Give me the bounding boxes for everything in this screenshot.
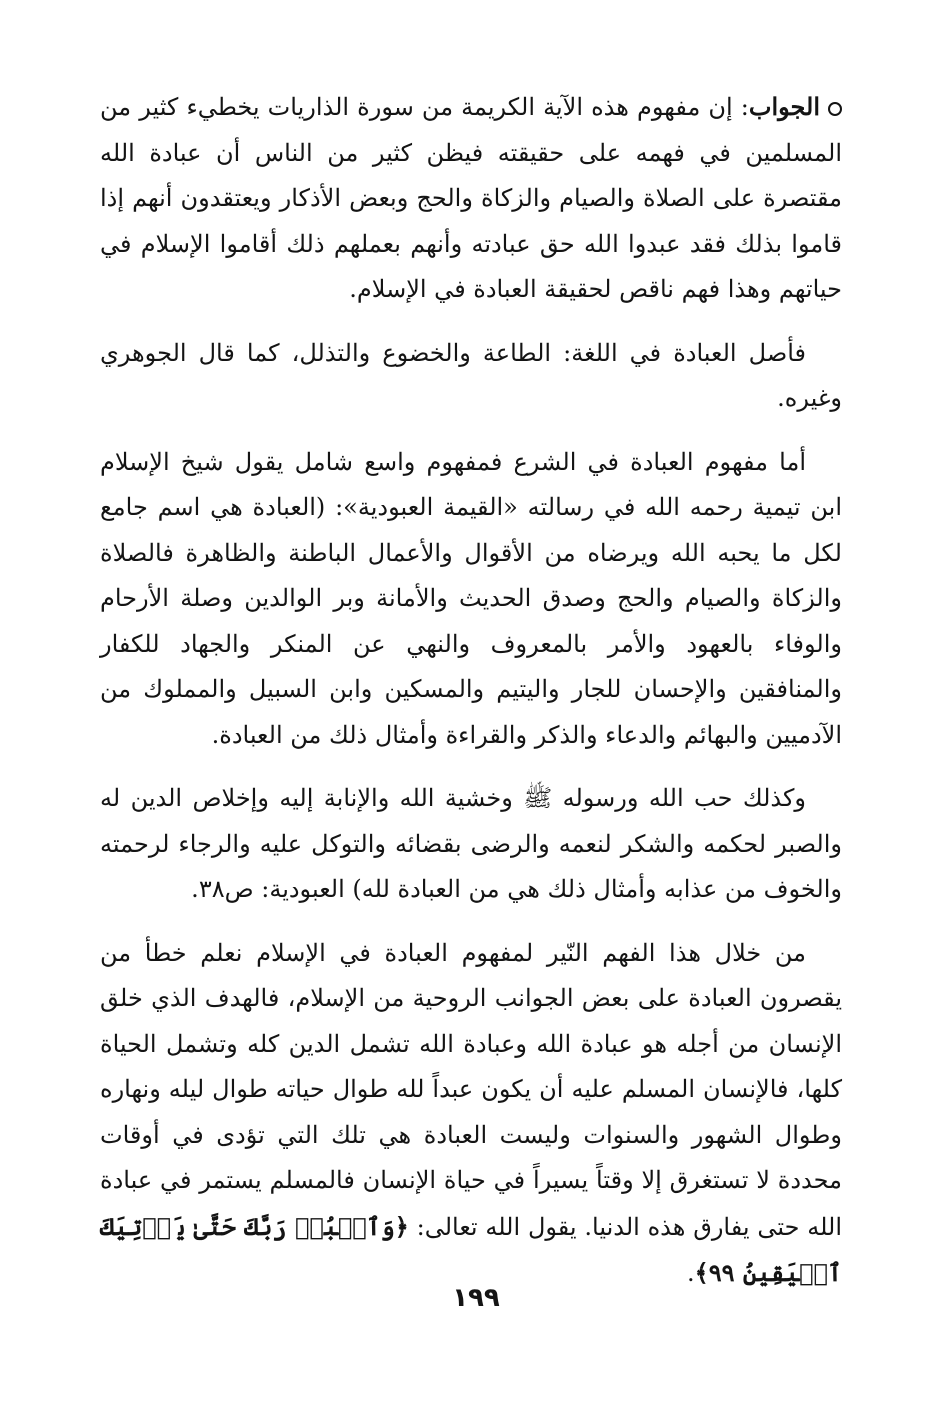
legal-definition-paragraph: أما مفهوم العبادة في الشرع فمفهوم واسع شامل يقول شيخ الإسلام ابن تيمية رحمه الله في رسالته «القيمة العبودية»: (العبادة هي اسم جامع لكل ما يحبه الله ويرضاه من الأقوال والأعمال الباطنة والظاهرة فالصلاة والزكاة والصيام والحج وصدق الحديث والأمانة وبر الوالدين وصلة الأرحام والوفاء بالعهود والأمر بالمعروف والنهي عن المنكر والجهاد للكفار والمنافقين والإحسان للجار واليتيم والمسكين وابن السبيل والمملوك من الآدميين والبهائم والدعاء والذكر والقراءة وأمثال ذلك من العبادة. <box>100 447 843 749</box>
circle-bullet-icon <box>828 102 842 116</box>
answer-paragraph <box>100 84 842 313</box>
answer-label: الجواب <box>748 92 820 121</box>
quote-continuation-paragraph: وكذلك حب الله ورسوله ﷺ وخشية الله والإنابة إليه وإخلاص الدين له والصبر لحكمه والشكر لنعمه والرضى بقضائه والتوكل عليه والرجاء لرحمته والخوف من عذابه وأمثال ذلك هي من العبادة لله) العبودية: ص٣٨. <box>100 784 842 903</box>
answer-text: : إن مفهوم هذه الآية الكريمة من سورة الذاريات يخطيء كثير من المسلمين في فهمه على حقيقته فيظن كثير من الناس أن عبادة الله مقتصرة على الصلاة والصيام والزكاة والحج وبعض الأذكار ويعتقدون أنهم إذا قاموا بذلك فقد عبدوا الله حق عبادته وأنهم بعملهم ذلك أقاموا الإسلام في حياتهم وهذا فهم ناقص لحقيقة العبادة في الإسلام. <box>100 93 842 303</box>
conclusion-end: . <box>687 1259 695 1287</box>
linguistic-definition-paragraph: فأصل العبادة في اللغة: الطاعة والخضوع والتذلل، كما قال الجوهري وغيره. <box>100 338 842 412</box>
quran-verse: ﴿وَٱعۡبُدۡ رَبَّكَ حَتَّىٰ يَأۡتِيَكَ ٱلۡيَقِينُ ٩٩﴾ <box>100 1211 842 1287</box>
conclusion-text: من خلال هذا الفهم النّير لمفهوم العبادة في الإسلام نعلم خطأ من يقصرون العبادة على بعض الجوانب الروحية من الإسلام، فالهدف الذي خلق الإنسان من أجله هو عبادة الله وعبادة الله تشمل الدين كله وتشمل الحياة كلها، فالإنسان المسلم عليه أن يكون عبداً لله طوال حياته طوال ليله ونهاره وطوال الشهور والسنوات وليست العبادة هي تلك التي تؤدى في أوقات محددة لا تستغرق إلا وقتاً يسيراً في حياة الإنسان فالمسلم يستمر في عبادة الله حتى يفارق هذه الدنيا. يقول الله تعالى: <box>100 938 842 1241</box>
page-number: ١٩٩ <box>452 1283 500 1313</box>
conclusion-paragraph <box>100 931 842 1297</box>
page-content <box>100 84 842 1315</box>
